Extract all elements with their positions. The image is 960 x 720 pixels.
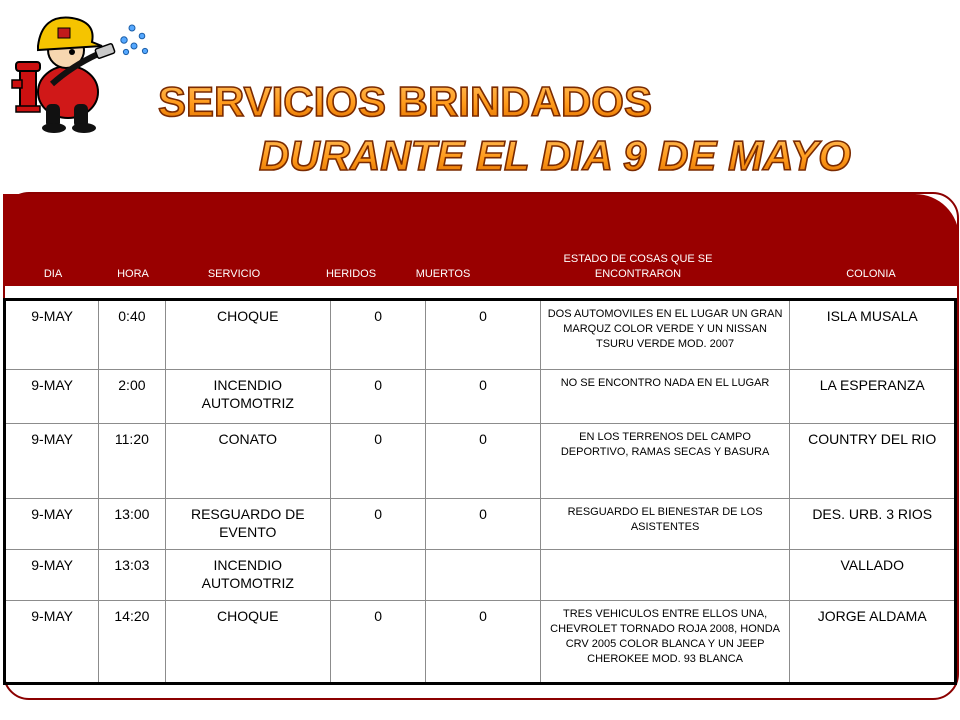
cell-heridos: 0 [331,601,426,684]
column-header-heridos: HERIDOS [325,268,377,280]
cell-servicio: CONATO [165,424,331,499]
cell-hora: 13:03 [99,550,165,601]
firefighter-mascot-icon [2,6,152,134]
cell-muertos: 0 [426,601,540,684]
cell-muertos: 0 [426,424,540,499]
cell-colonia: VALLADO [790,550,956,601]
column-header-colonia: COLONIA [846,268,896,280]
cell-servicio: RESGUARDO DE EVENTO [165,499,331,550]
cell-dia: 9-MAY [5,424,99,499]
table-row [5,370,956,424]
cell-servicio: INCENDIO AUTOMOTRIZ [165,550,331,601]
cell-dia: 9-MAY [5,499,99,550]
table-header [3,194,959,286]
cell-colonia: DES. URB. 3 RIOS [790,499,956,550]
cell-dia: 9-MAY [5,550,99,601]
table-row [5,601,956,684]
cell-muertos: 0 [426,370,540,424]
cell-estado: NO SE ENCONTRO NADA EN EL LUGAR [540,370,790,424]
cell-colonia: ISLA MUSALA [790,300,956,370]
cell-dia: 9-MAY [5,601,99,684]
cell-heridos: 0 [331,499,426,550]
cell-hora: 11:20 [99,424,165,499]
cell-estado: TRES VEHICULOS ENTRE ELLOS UNA, CHEVROLET TORNADO ROJA 2008, HONDA CRV 2005 COLOR BLANCA Y UN JEEP CHEROKEE MOD. 93 BLANCA [540,601,790,684]
table-row [5,550,956,601]
table-row [5,300,956,370]
cell-muertos [426,550,540,601]
cell-muertos: 0 [426,300,540,370]
cell-heridos: 0 [331,424,426,499]
cell-colonia: LA ESPERANZA [790,370,956,424]
cell-dia: 9-MAY [5,300,99,370]
cell-colonia: COUNTRY DEL RIO [790,424,956,499]
cell-colonia: JORGE ALDAMA [790,601,956,684]
column-header-dia: DIA [43,268,63,280]
cell-hora: 14:20 [99,601,165,684]
cell-estado: EN LOS TERRENOS DEL CAMPO DEPORTIVO, RAMAS SECAS Y BASURA [540,424,790,499]
table-row [5,499,956,550]
cell-muertos: 0 [426,499,540,550]
cell-servicio: CHOQUE [165,300,331,370]
table-row [5,424,956,499]
page-title [150,70,960,190]
cell-dia: 9-MAY [5,370,99,424]
title-line-1: SERVICIOS BRINDADOS [158,78,652,125]
cell-estado [540,550,790,601]
cell-heridos: 0 [331,300,426,370]
cell-hora: 13:00 [99,499,165,550]
column-header-hora: HORA [117,268,149,280]
column-header-servicio: SERVICIO [207,268,261,280]
title-line-2: DURANTE EL DIA 9 DE MAYO [259,132,851,179]
cell-estado: DOS AUTOMOVILES EN EL LUGAR UN GRAN MARQUZ COLOR VERDE Y UN NISSAN TSURU VERDE MOD. 2007 [540,300,790,370]
cell-hora: 0:40 [99,300,165,370]
cell-heridos: 0 [331,370,426,424]
column-header-estado: ESTADO DE COSAS QUE SE ENCONTRARON [563,253,713,280]
column-header-muertos: MUERTOS [415,268,471,280]
cell-heridos [331,550,426,601]
services-table [3,298,957,685]
cell-servicio: CHOQUE [165,601,331,684]
cell-hora: 2:00 [99,370,165,424]
cell-estado: RESGUARDO EL BIENESTAR DE LOS ASISTENTES [540,499,790,550]
cell-servicio: INCENDIO AUTOMOTRIZ [165,370,331,424]
